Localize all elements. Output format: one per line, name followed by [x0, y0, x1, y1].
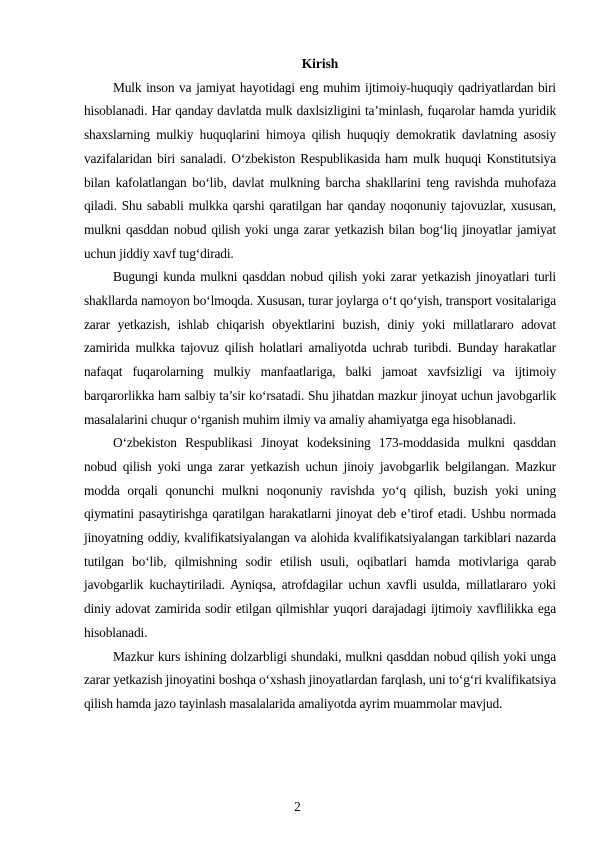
- page-number: 2: [294, 799, 301, 814]
- paragraph-3: O‘zbekiston Respublikasi Jinoyat kodeksining 173-moddasida mulkni qasddan nobud qilish yoki unga zarar yetkazish uchun jinoiy javobgarlik belgilangan. Mazkur modda orqali qonunchi mulkni noqonuniy ravishda yo‘q qilish, buzish yoki uning qiymatini pasaytirishga qaratilgan harakatlarni jinoyat deb e’tirof etadi. Ushbu normada jinoyatning oddiy, kvalifikatsiyalangan va alohida kvalifikatsiyalangan tarkiblari nazarda tutilgan bo‘lib, qilmishning sodir etilish usuli, oqibatlari hamda motivlariga qarab javobgarlik kuchaytiriladi. Ayniqsa, atrofdagilar uchun xavfli usulda, millatlararo yoki diniy adovat zamirida sodir etilgan qilmishlar yuqori darajadagi ijtimoiy xavflilikka ega hisoblanadi.: [84, 435, 556, 640]
- page-title: Kirish: [301, 56, 339, 71]
- paragraph-2: Bugungi kunda mulkni qasddan nobud qilish yoki zarar yetkazish jinoyatlari turli shakllarda namoyon bo‘lmoqda. Xususan, turar joylarga o‘t qo‘yish, transport vositalariga zarar yetkazish, ishlab chiqarish obyektlarini buzish, diniy yoki millatlararo adovat zamirida mulkka tajovuz qilish holatlari amaliyotda uchrab turibdi. Bunday harakatlar nafaqat fuqarolarning mulkiy manfaatlariga, balki jamoat xavfsizligi va ijtimoiy barqarorlikka ham salbiy ta’sir ko‘rsatadi. Shu jihatdan mazkur jinoyat uchun javobgarlik masalalarini chuqur o‘rganish muhim ilmiy va amaliy ahamiyatga ega hisoblanadi.: [84, 269, 556, 427]
- paragraph-4: Mazkur kurs ishining dolzarbligi shundaki, mulkni qasddan nobud qilish yoki unga zarar yetkazish jinoyatini boshqa o‘xshash jinoyatlardan farqlash, uni to‘g‘ri kvalifikatsiya qilish hamda jazo tayinlash masalalarida amaliyotda ayrim muammolar mavjud.: [84, 648, 556, 711]
- paragraph-1: Mulk inson va jamiyat hayotidagi eng muhim ijtimoiy-huquqiy qadriyatlardan biri hisoblanadi. Har qanday davlatda mulk daxlsizligini ta’minlash, fuqarolar hamda yuridik shaxslarning mulkiy huquqlarini himoya qilish huquqiy demokratik davlatning asosiy vazifalaridan biri sanaladi. O‘zbekiston Respublikasida ham mulk huquqi Konstitutsiya bilan kafolatlangan bo‘lib, davlat mulkning barcha shakllarini teng ravishda muhofaza qiladi. Shu sababli mulkka qarshi qaratilgan har qanday noqonuniy tajovuzlar, xususan, mulkni qasddan nobud qilish yoki unga zarar yetkazish bilan bog‘liq jinoyatlar jamiyat uchun jiddiy xavf tug‘diradi.: [84, 79, 556, 261]
- document-page: [84, 52, 556, 716]
